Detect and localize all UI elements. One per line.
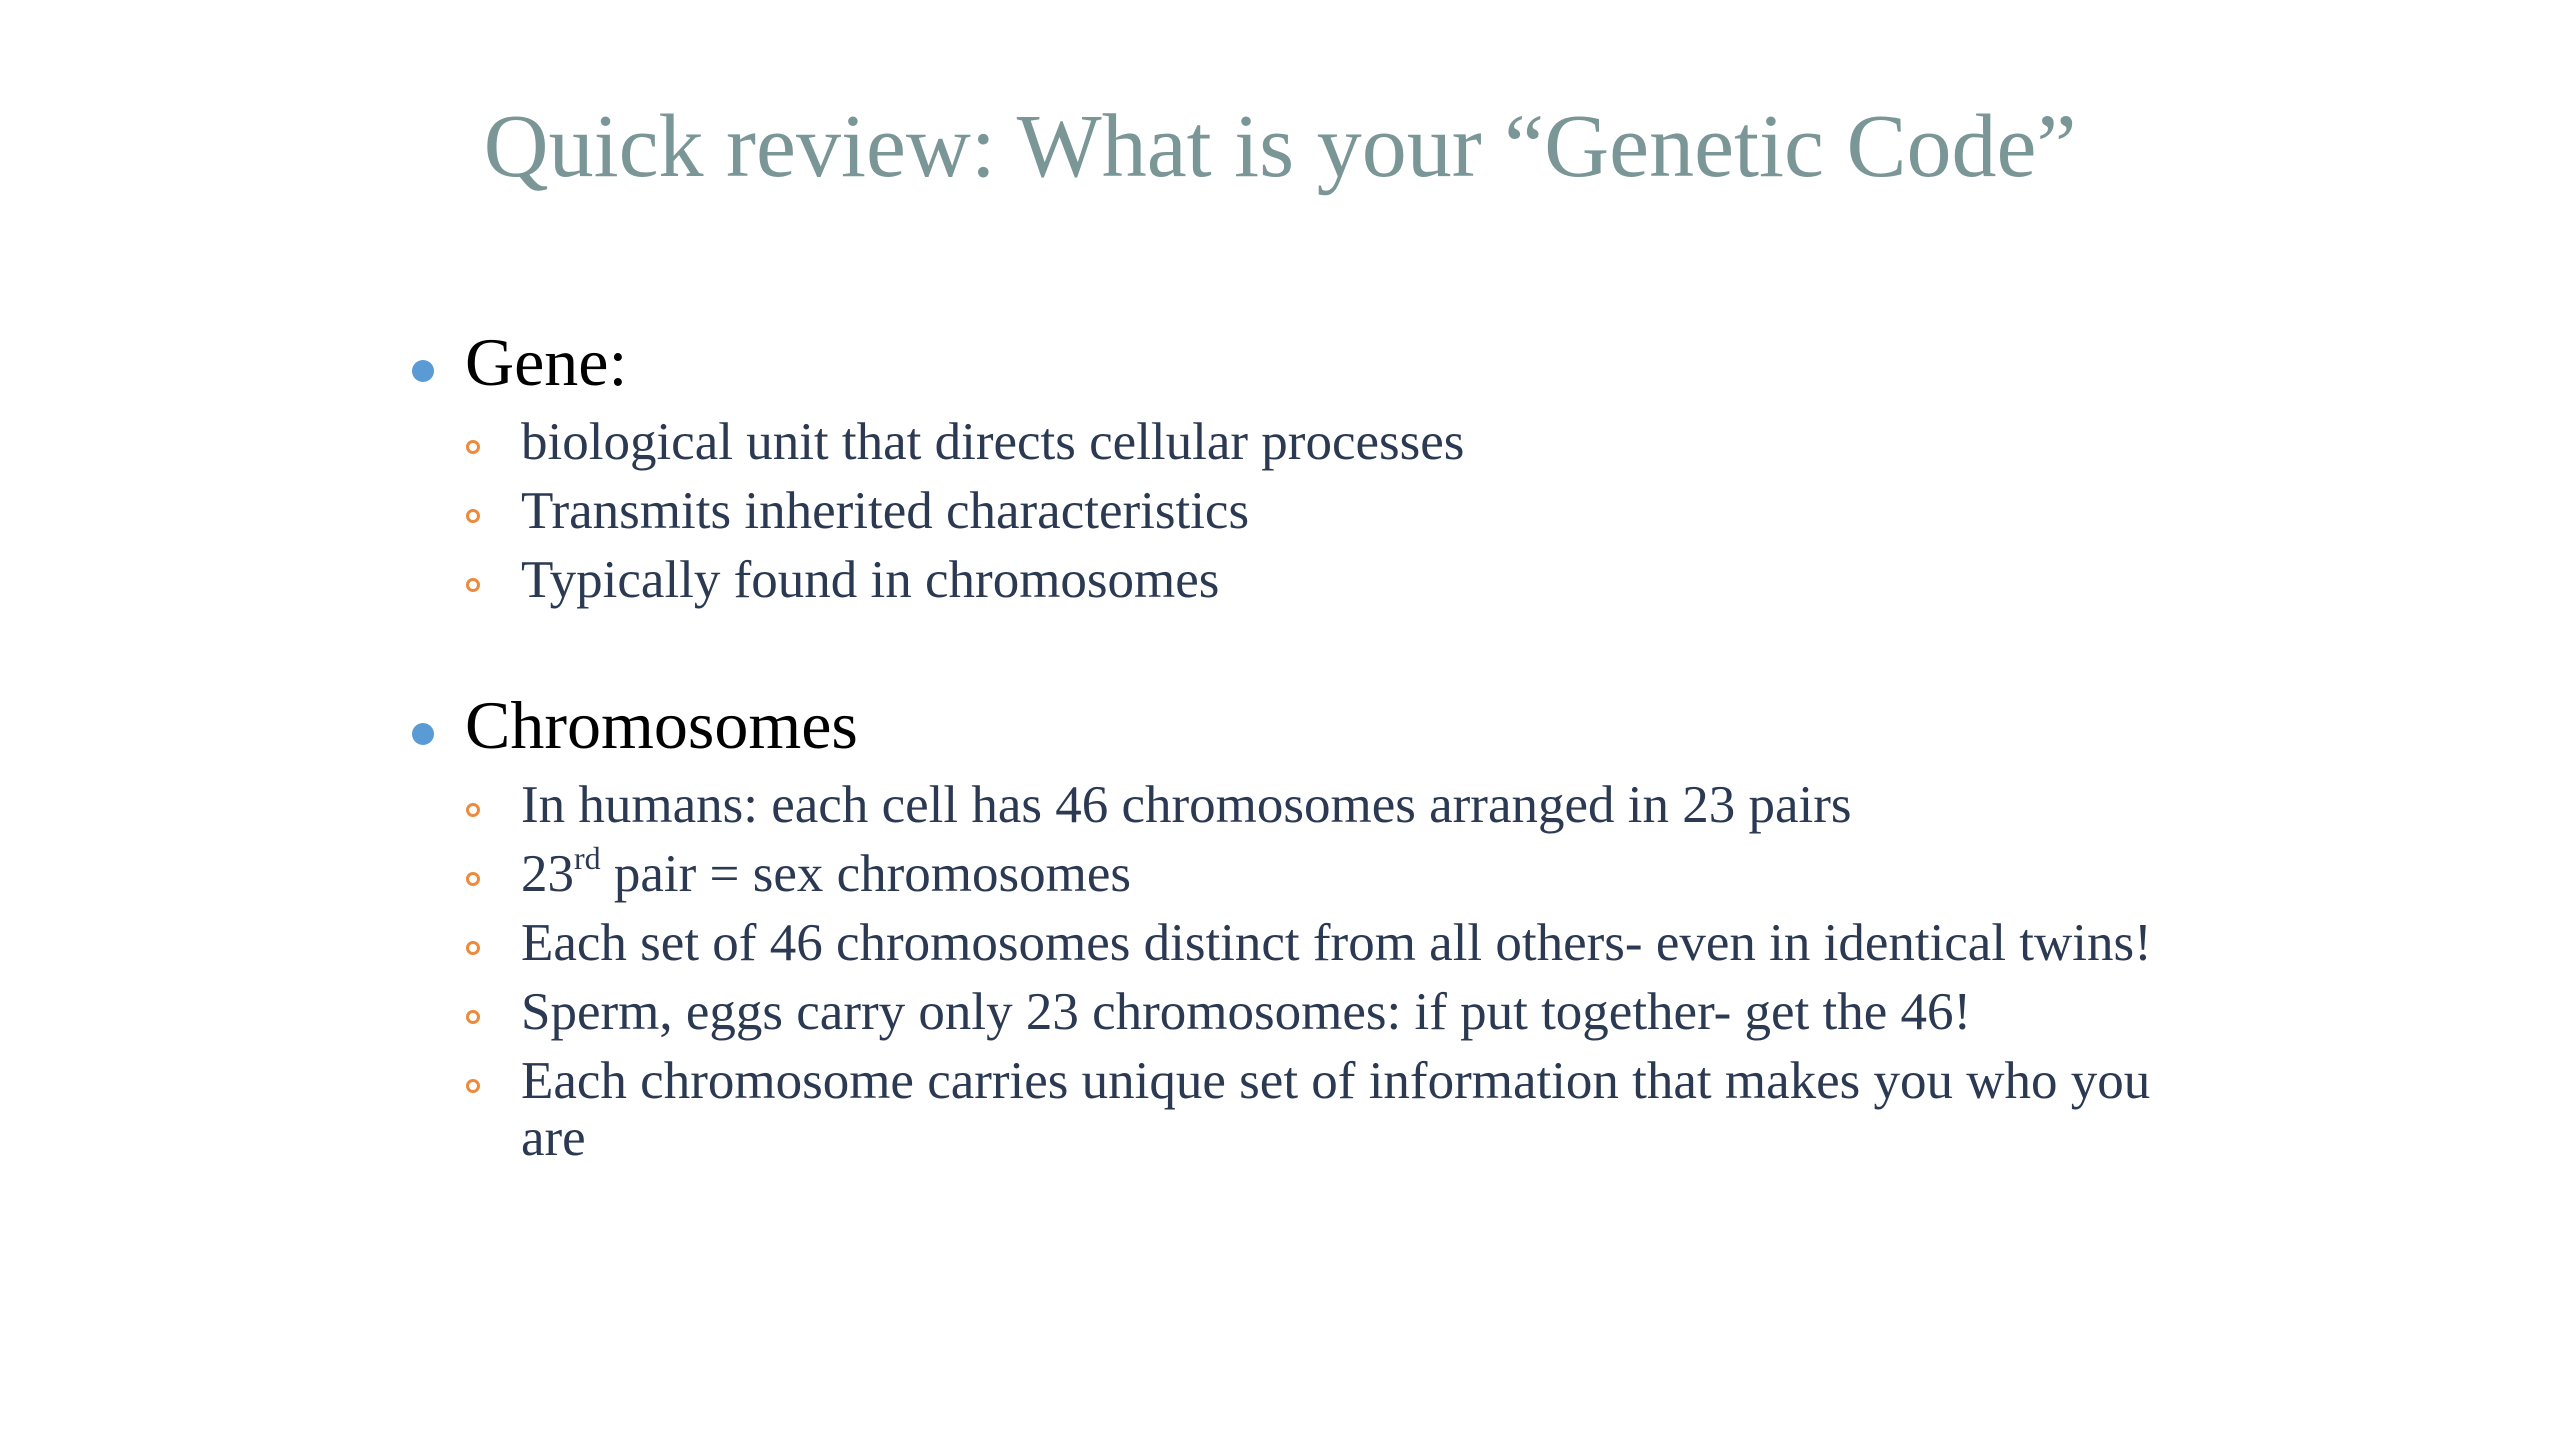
sub-bullet-text (521, 840, 1131, 903)
gene-sublist (400, 414, 2180, 609)
sub-bullet-item (400, 552, 2180, 609)
bullet-dot-icon (412, 723, 434, 745)
hollow-circle-bullet-icon (466, 941, 480, 955)
sub-bullet-text: Each chromosome carries unique set of information that makes you who you are (521, 1052, 2151, 1167)
sub-bullet-item (400, 840, 2180, 903)
hollow-circle-bullet-icon (466, 578, 480, 592)
sub-bullet-text: Typically found in chromosomes (521, 551, 1220, 609)
sub-bullet-item (400, 414, 2180, 471)
bullet-heading: Chromosomes (465, 687, 858, 763)
ordinal-suffix: rd (574, 840, 601, 876)
section-chromosomes (400, 683, 2180, 1167)
hollow-circle-bullet-icon (466, 1010, 480, 1024)
sub-bullet-text: biological unit that directs cellular processes (521, 413, 1465, 471)
section-gene (400, 320, 2180, 609)
bullet-item-chromosomes (400, 683, 2180, 767)
sub-bullet-text: Sperm, eggs carry only 23 chromosomes: if put together- get the 46! (521, 983, 1972, 1041)
sub-bullet-text: Each set of 46 chromosomes distinct from all others- even in identical twins! (521, 914, 2152, 972)
slide-body (400, 320, 2180, 1167)
chromosomes-sublist (400, 777, 2180, 1167)
hollow-circle-bullet-icon (466, 803, 480, 817)
hollow-circle-bullet-icon (466, 509, 480, 523)
sub-bullet-item (400, 984, 2180, 1041)
sub-bullet-text-rest: pair = sex chromosomes (600, 845, 1131, 903)
bullet-dot-icon (412, 360, 434, 382)
slide-title: Quick review: What is your “Genetic Code” (483, 97, 2077, 196)
sub-bullet-item (400, 483, 2180, 540)
ordinal-number: 23 (521, 845, 574, 903)
sub-bullet-item (400, 915, 2180, 972)
sub-bullet-item (400, 1053, 2180, 1167)
sub-bullet-text: In humans: each cell has 46 chromosomes arranged in 23 pairs (521, 776, 1852, 834)
sub-bullet-item (400, 777, 2180, 834)
sub-bullet-text: Transmits inherited characteristics (521, 482, 1250, 540)
bullet-item-gene (400, 320, 2180, 404)
hollow-circle-bullet-icon (466, 872, 480, 886)
hollow-circle-bullet-icon (466, 1079, 480, 1093)
hollow-circle-bullet-icon (466, 440, 480, 454)
bullet-heading: Gene: (465, 324, 628, 400)
